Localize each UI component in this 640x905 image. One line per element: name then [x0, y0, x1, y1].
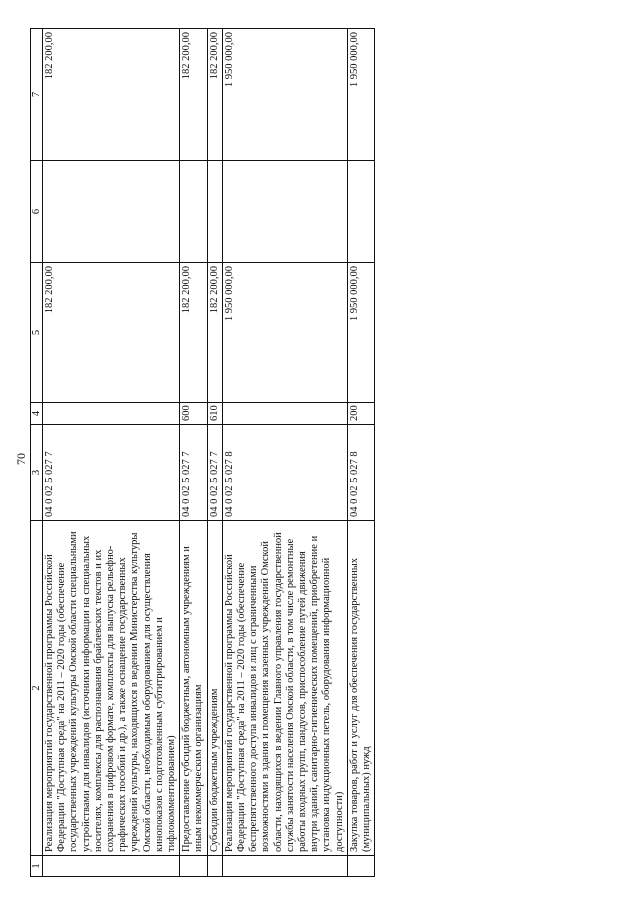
item-name-cell: Реализация мероприятий государственной программы Российской Федерации "Доступная среда" на 2011 – 2020 годы (обеспечение беспрепятственного доступа инвалидов и лиц с ограниченными возможностями в здания и помещения казенных учреждений Омской области, находящихся в ведении Главного управления государственной службы занятости населения Омской области, в том числе ремонтные работы входных групп, пандусов, приспособление путей движения внутри зданий, санитарно-гигиенических помещений, приобретение и установка индукционных петель, оборудования информационной доступности) [222, 521, 347, 856]
amount-cell: 1 950 000,00 [347, 263, 374, 403]
item-name-cell: Предоставление субсидий бюджетным, автономным учреждениям и иным некоммерческим организациям [180, 521, 207, 856]
amount-cell: 182 200,00 [207, 263, 222, 403]
expense-type-cell: 600 [180, 403, 207, 425]
row-number-cell [222, 856, 347, 877]
row-number-cell [180, 856, 207, 877]
row-number-cell [347, 856, 374, 877]
header-cell: 3 [31, 425, 43, 521]
expense-type-cell: 610 [207, 403, 222, 425]
header-cell: 6 [31, 161, 43, 263]
amount-cell [43, 161, 180, 263]
table-row [347, 29, 374, 877]
budget-code-cell: 04 0 02 5 027 7 [207, 425, 222, 521]
item-name-cell: Реализация мероприятий государственной программы Российской Федерации "Доступная среда" на 2011 – 2020 годы (обеспечение государственных учреждений культуры Омской области специальными устройствами для инвалидов (источники информации на специальных носителях, комплексы для распознавания брайлевских текстов и их сохранения в цифровом формате, комплекты для выпуска рельефно-графических пособий и др.), а также оснащение государственных учреждений культуры, находящихся в ведении Министерства культуры Омской области, необходимым оборудованием для осуществления кинопоказов с подготовленным субтитрированием и тифлокомментированием) [43, 521, 180, 856]
item-name-cell: Субсидии бюджетным учреждениям [207, 521, 222, 856]
table-row [222, 29, 347, 877]
amount-cell [222, 161, 347, 263]
amount-cell: 1 950 000,00 [347, 29, 374, 161]
header-cell: 4 [31, 403, 43, 425]
table-row [207, 29, 222, 877]
item-name-cell: Закупка товаров, работ и услуг для обеспечения государственных (муниципальных) нужд [347, 521, 374, 856]
amount-cell: 1 950 000,00 [222, 263, 347, 403]
row-number-cell [43, 856, 180, 877]
budget-code-cell: 04 0 02 5 027 7 [43, 425, 180, 521]
row-number-cell [207, 856, 222, 877]
amount-cell [347, 161, 374, 263]
budget-table [30, 28, 375, 877]
header-cell: 2 [31, 521, 43, 856]
expense-type-cell [222, 403, 347, 425]
header-cell: 5 [31, 263, 43, 403]
amount-cell: 182 200,00 [180, 29, 207, 161]
amount-cell: 182 200,00 [180, 263, 207, 403]
header-cell: 1 [31, 856, 43, 877]
budget-code-cell: 04 0 02 5 027 7 [180, 425, 207, 521]
amount-cell: 182 200,00 [43, 29, 180, 161]
expense-type-cell [43, 403, 180, 425]
table-row [180, 29, 207, 877]
budget-code-cell: 04 0 02 5 027 8 [222, 425, 347, 521]
page-number: 70 [14, 453, 28, 465]
header-cell: 7 [31, 29, 43, 161]
amount-cell: 182 200,00 [207, 29, 222, 161]
budget-code-cell: 04 0 02 5 027 8 [347, 425, 374, 521]
amount-cell [180, 161, 207, 263]
expense-type-cell: 200 [347, 403, 374, 425]
table-row [43, 29, 180, 877]
amount-cell [207, 161, 222, 263]
amount-cell: 182 200,00 [43, 263, 180, 403]
amount-cell: 1 950 000,00 [222, 29, 347, 161]
header-row [31, 29, 43, 877]
